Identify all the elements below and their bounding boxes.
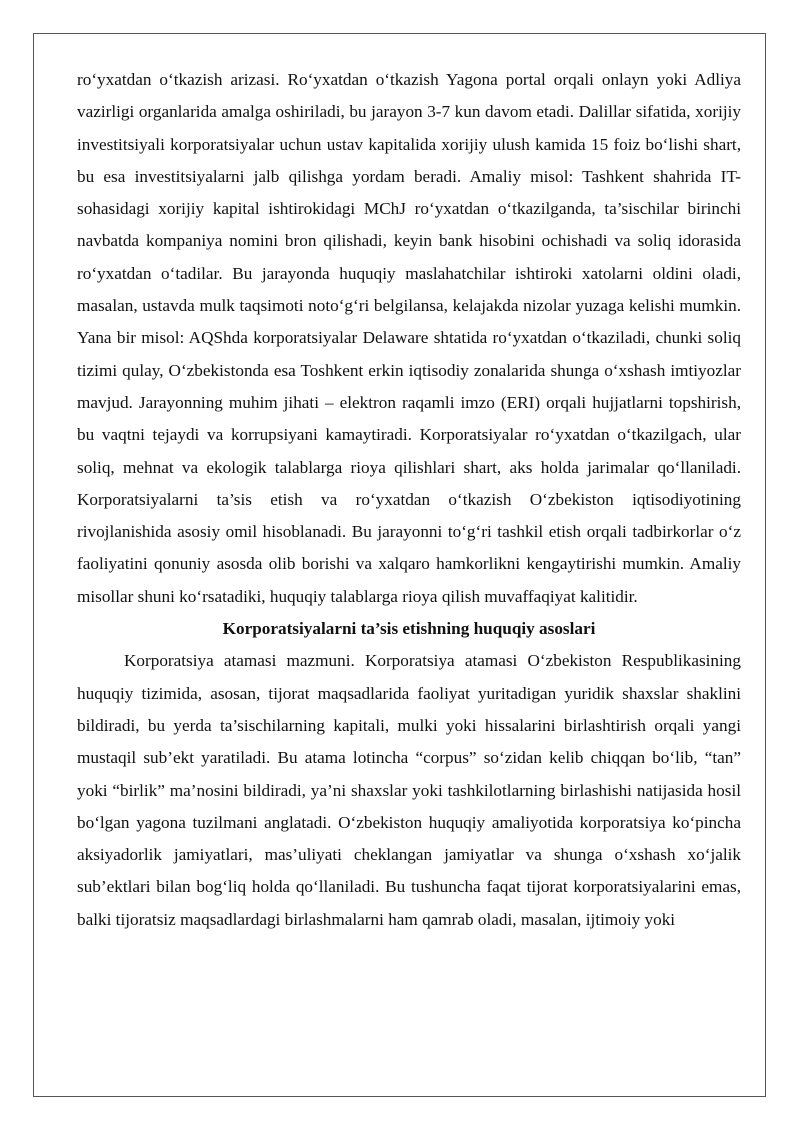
document-body (77, 64, 741, 936)
body-paragraph: ro‘yxatdan o‘tkazish arizasi. Ro‘yxatdan o‘tkazish Yagona portal orqali onlayn yoki Adliya vazirligi organlarida amalga oshiriladi, bu jarayon 3-7 kun davom etadi. Dalillar sifatida, xorijiy investitsiyali korporatsiyalar uchun ustav kapitalida xorijiy ulush kamida 15 foiz bo‘lishi shart, bu esa investitsiyalarni jalb qilishga yordam beradi. Amaliy misol: Tashkent shahrida IT-sohasidagi xorijiy kapital ishtirokidagi MChJ ro‘yxatdan o‘tkazilganda, ta’sischilar birinchi navbatda kompaniya nomini bron qilishadi, keyin bank hisobini ochishadi va soliq idorasida ro‘yxatdan o‘tadilar. Bu jarayonda huquqiy maslahatchilar ishtiroki xatolarni oldini oladi, masalan, ustavda mulk taqsimoti noto‘g‘ri belgilansa, kelajakda nizolar yuzaga kelishi mumkin. Yana bir misol: AQShda korporatsiyalar Delaware shtatida ro‘yxatdan o‘tkaziladi, chunki soliq tizimi qulay, O‘zbekistonda esa Toshkent erkin iqtisodiy zonalarida shunga o‘xshash imtiyozlar mavjud. Jarayonning muhim jihati – elektron raqamli imzo (ERI) orqali hujjatlarni topshirish, bu vaqtni tejaydi va korrupsiyani kamaytiradi. Korporatsiyalar ro‘yxatdan o‘tkazilgach, ular soliq, mehnat va ekologik talablarga rioya qilishlari shart, aks holda jarimalar qo‘llaniladi. Korporatsiyalarni ta’sis etish va ro‘yxatdan o‘tkazish O‘zbekiston iqtisodiyotining rivojlanishida asosiy omil hisoblanadi. Bu jarayonni to‘g‘ri tashkil etish orqali tadbirkorlar o‘z faoliyatini qonuniy asosda olib borishi va xalqaro hamkorlikni kengaytirishi mumkin. Amaliy misollar shuni ko‘rsatadiki, huquqiy talablarga rioya qilish muvaffaqiyat kalitidir. (77, 70, 741, 606)
body-paragraph: Korporatsiya atamasi mazmuni. Korporatsiya atamasi O‘zbekiston Respublikasining huquqiy tizimida, asosan, tijorat maqsadlarida faoliyat yuritadigan yuridik shaxslar shaklini bildiradi, bu yerda ta’sischilarning kapitali, mulki yoki hissalarini birlashtirish orqali yangi mustaqil sub’ekt yaratiladi. Bu atama lotincha “corpus” so‘zidan kelib chiqqan bo‘lib, “tan” yoki “birlik” ma’nosini bildiradi, ya’ni shaxslar yoki tashkilotlarning birlashishi natijasida hosil bo‘lgan yagona tuzilmani anglatadi. O‘zbekiston huquqiy amaliyotida korporatsiya ko‘pincha aksiyadorlik jamiyatlari, mas’uliyati cheklangan jamiyatlar va shunga o‘xshash xo‘jalik sub’ektlari bilan bog‘liq holda qo‘llaniladi. Bu tushuncha faqat tijorat korporatsiyalarini emas, balki tijoratsiz maqsadlardagi birlashmalarni ham qamrab oladi, masalan, ijtimoiy yoki (77, 651, 741, 929)
section-heading: Korporatsiyalarni ta’sis etishning huquqiy asoslari (222, 619, 596, 639)
